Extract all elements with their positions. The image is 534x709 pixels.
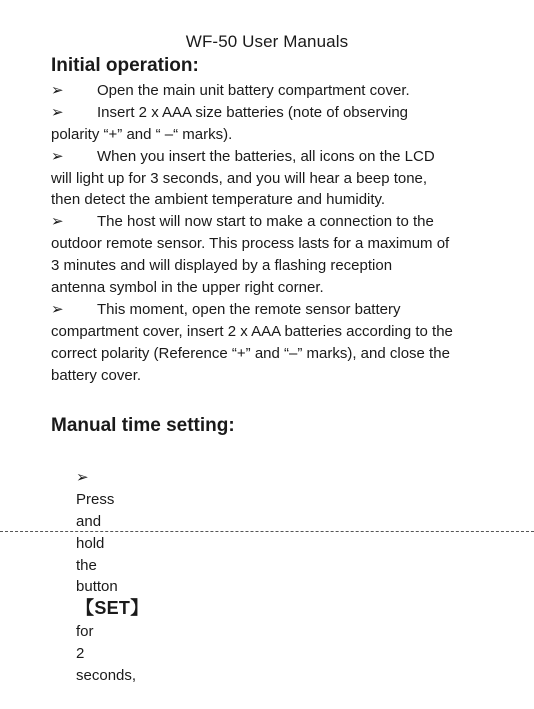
word: 2 — [76, 645, 85, 663]
arrow-bullet-icon: ➢ — [51, 82, 64, 99]
list-item — [51, 299, 496, 321]
arrow-bullet-icon: ➢ — [51, 103, 64, 121]
list-item-continuation: compartment cover, insert 2 x AAA batteries according to the — [51, 322, 453, 340]
list-item-continuation: polarity “+” and “ –“ marks). — [51, 125, 233, 143]
list-item-continuation: then detect the ambient temperature and humidity. — [51, 191, 386, 209]
word: hold — [76, 534, 105, 552]
list-item-continuation: 3 minutes and will displayed by a flashing reception — [51, 257, 393, 275]
word: Press — [76, 490, 115, 508]
section-heading-manual-time-setting: Manual time setting: — [51, 415, 235, 436]
list-item — [51, 211, 496, 233]
page-bottom-dashed-border — [0, 531, 534, 532]
list-item-text: When you insert the batteries, all icons on the LCD — [97, 147, 435, 165]
list-item — [51, 102, 496, 124]
list-item — [51, 146, 496, 168]
list-item — [51, 80, 496, 102]
manual-time-list — [51, 445, 496, 685]
set-button-label: 【SET】 — [76, 598, 149, 619]
list-item — [51, 445, 492, 685]
page-header: WF-50 User Manuals — [185, 32, 349, 51]
arrow-bullet-icon: ➢ — [51, 213, 64, 231]
list-item-continuation: will light up for 3 seconds, and you will hear a beep tone, — [51, 169, 428, 187]
list-item-text: Insert 2 x AAA size batteries (note of observing — [97, 103, 409, 121]
initial-operation-list — [51, 80, 496, 386]
list-item-continuation: antenna symbol in the upper right corner. — [51, 279, 324, 297]
arrow-bullet-icon: ➢ — [51, 147, 64, 165]
section-heading-initial-operation: Initial operation: — [51, 55, 199, 76]
arrow-bullet-icon: ➢ — [76, 468, 89, 486]
word: the — [76, 556, 97, 574]
word: for — [76, 623, 94, 641]
list-item-text: The host will now start to make a connection to the — [97, 213, 434, 231]
list-item-continuation: correct polarity (Reference “+” and “–” marks), and close the — [51, 344, 450, 362]
word: button — [76, 578, 118, 596]
list-item-continuation: battery cover. — [51, 366, 142, 384]
word: and — [76, 512, 102, 530]
list-item-continuation: outdoor remote sensor. This process lasts for a maximum of — [51, 235, 450, 253]
arrow-bullet-icon: ➢ — [51, 300, 64, 318]
list-item-text: This moment, open the remote sensor battery — [97, 300, 401, 318]
list-item-text: Open the main unit battery compartment cover. — [97, 82, 410, 99]
word: seconds, — [76, 667, 137, 685]
